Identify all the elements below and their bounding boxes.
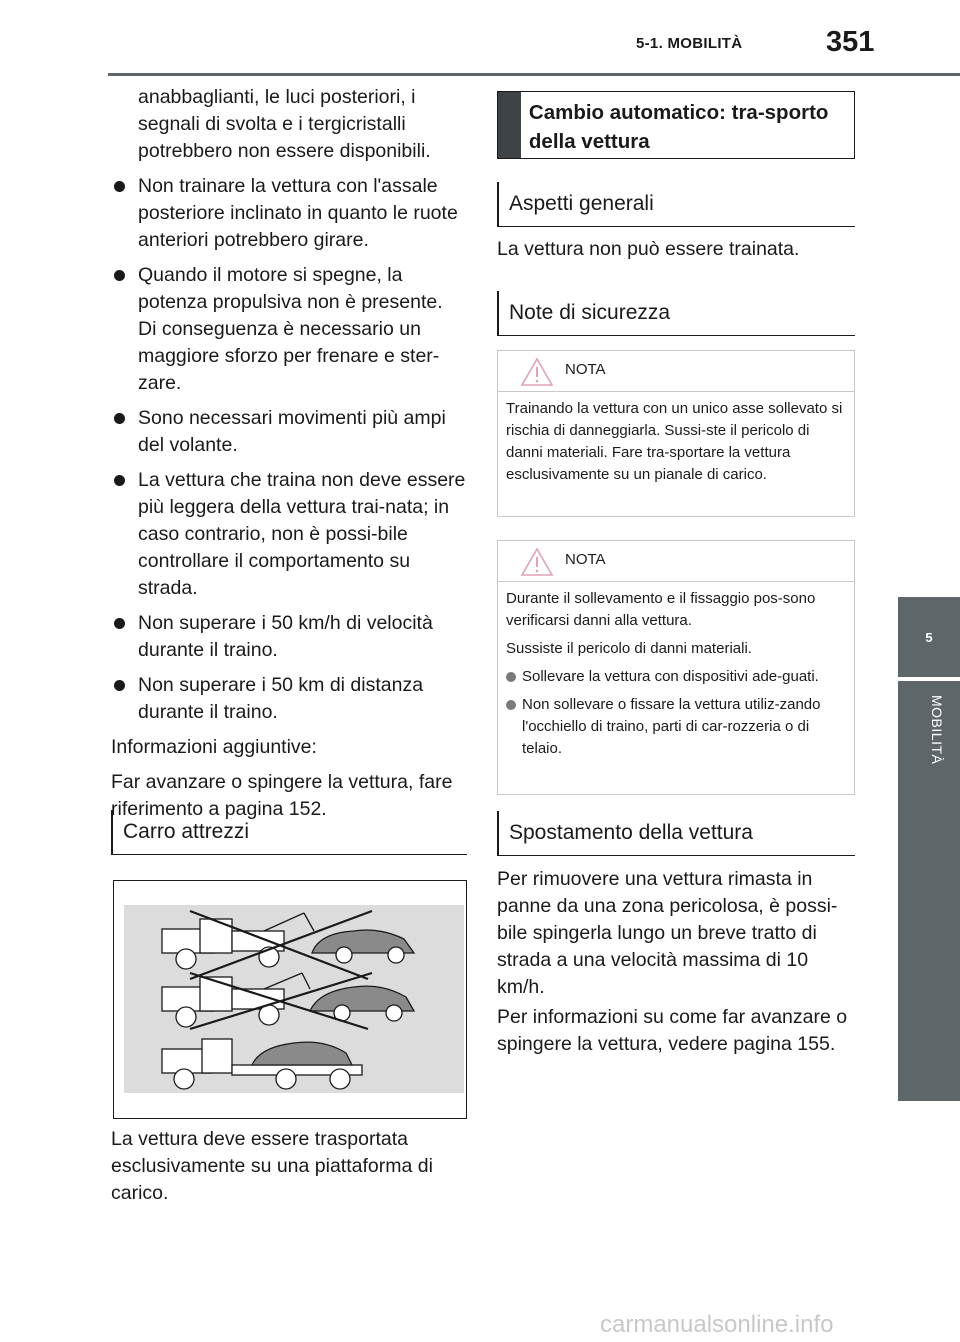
section-title-box (497, 91, 855, 159)
move-text-2: Per informazioni su come far avanzare o spingere la vettura, vedere pagina 155. (497, 1006, 848, 1055)
left-column (111, 84, 466, 831)
chapter-tab-label[interactable] (898, 681, 960, 1101)
move-text-1: Per rimuovere una vettura rimasta in panne da una zona pericolosa, è possi-bile spingerla lungo un breve tratto di strada a una velocità massima di 10 km/h. (497, 868, 838, 998)
general-heading: Aspetti generali (497, 182, 855, 227)
nota-text: Trainando la vettura con un unico asse sollevato si rischia di danneggiarla. Sussi-ste il pericolo di danni materiali. Fare tra-sportare la vettura esclusivamente su un pianale di carico. (506, 400, 843, 483)
tow-caption: La vettura deve essere trasportata esclusivamente su una piattaforma di carico. (111, 1128, 433, 1204)
bullet-item: Non superare i 50 km/h di velocità durante il traino. (111, 610, 466, 664)
nota-header (498, 541, 854, 582)
general-text: La vettura non può essere trainata. (497, 238, 800, 260)
bullet-item: Non superare i 50 km di distanza durante il traino. (111, 672, 466, 726)
bullet-item: La vettura che traina non deve essere più leggera della vettura trai-nata; in caso contrario, non è possi-bile controllare il comportamento su strada. (111, 467, 466, 602)
bullet-item: Non trainare la vettura con l'assale posteriore inclinato in quanto le ruote anteriori potrebbero girare. (111, 173, 466, 254)
nota-header (498, 351, 854, 392)
page-number: 351 (826, 26, 875, 58)
section-title: Cambio automatico: tra-sporto della vettura (528, 101, 829, 153)
nota-bullet: Non sollevare o fissare la vettura utiliz-zando l'occhiello di traino, parti di car-rozzeria o di telaio. (506, 694, 846, 760)
warning-icon (520, 357, 554, 387)
towing-methods-drawing (114, 881, 466, 1118)
section-title-bar (498, 92, 521, 158)
nota-box-1 (497, 350, 855, 517)
info-text: Far avanzare o spingere la vettura, fare riferimento a pagina 152. (111, 771, 453, 820)
nota-box-2 (497, 540, 855, 795)
move-heading: Spostamento della vettura (497, 811, 855, 856)
watermark: carmanualsonline.info (600, 1311, 834, 1338)
bullet-item: Sono necessari movimenti più ampi del volante. (111, 405, 466, 459)
header-rule (108, 73, 960, 76)
nota-text: Durante il sollevamento e il fissaggio pos-sono verificarsi danni alla vettura. (506, 590, 816, 629)
running-header-section: 5-1. MOBILITÀ (636, 35, 743, 52)
info-label: Informazioni aggiuntive: (111, 736, 317, 758)
intro-paragraph: anabbaglianti, le luci posteriori, i segnali di svolta e i tergicristalli potrebbero non essere disponibili. (138, 86, 431, 162)
nota-label: NOTA (565, 551, 606, 568)
bullet-item: Quando il motore si spegne, la potenza propulsiva non è presente. Di conseguenza è necessario un maggiore sforzo per frenare e ster-zare. (111, 262, 466, 397)
chapter-label: MOBILITÀ (929, 695, 945, 765)
tow-truck-illustration (113, 880, 467, 1119)
warning-icon (520, 547, 554, 577)
nota-text: Sussiste il pericolo di danni materiali. (506, 640, 752, 657)
safety-heading: Note di sicurezza (497, 291, 855, 336)
nota-label: NOTA (565, 361, 606, 378)
tow-truck-heading: Carro attrezzi (111, 810, 467, 855)
nota-bullet: Sollevare la vettura con dispositivi ade-guati. (506, 666, 846, 688)
chapter-number: 5 (925, 629, 933, 645)
chapter-tab-number[interactable] (898, 597, 960, 677)
